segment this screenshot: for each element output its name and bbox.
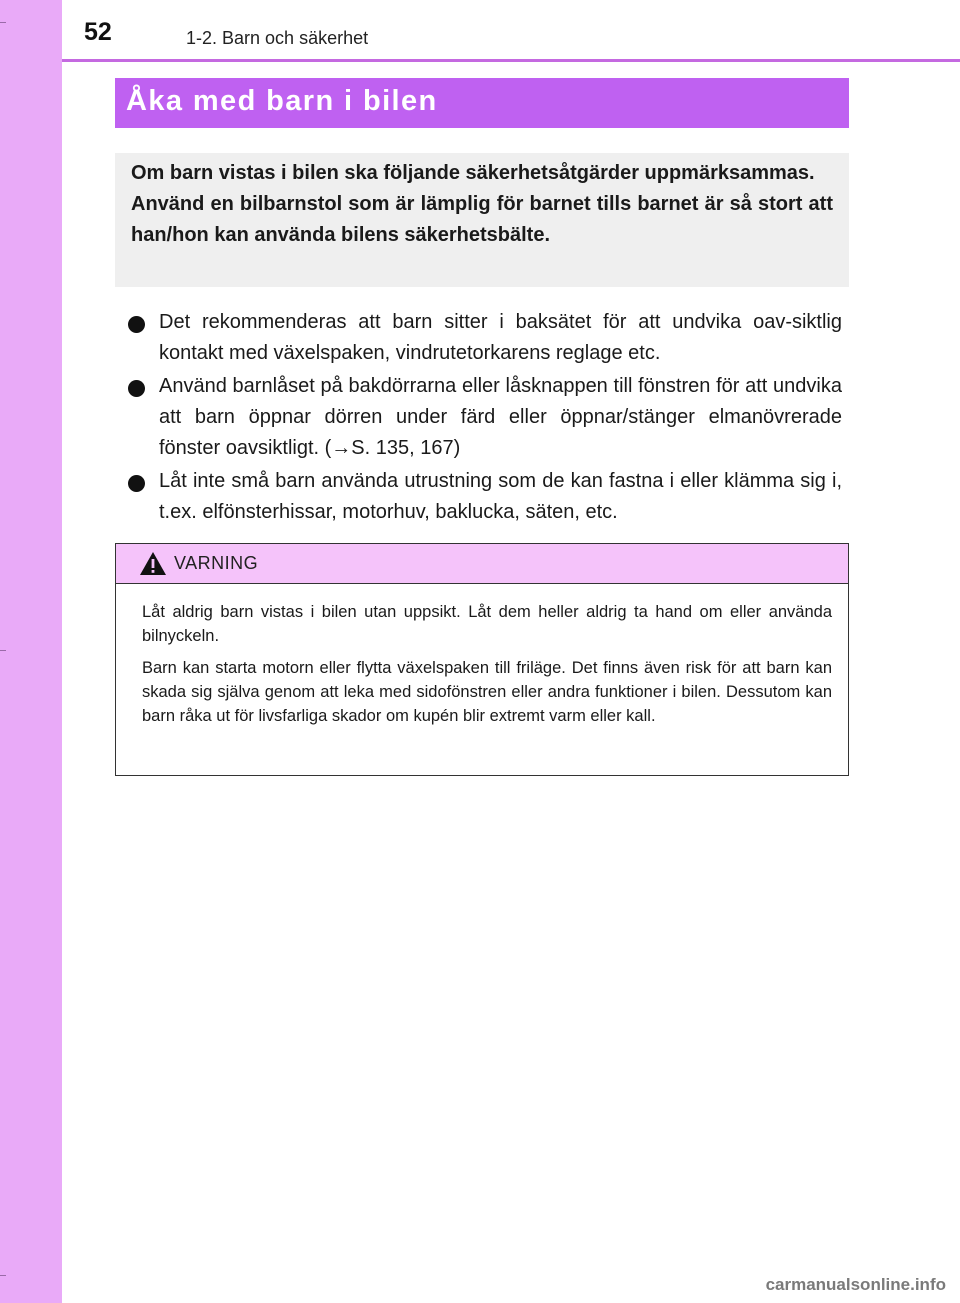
side-color-strip	[0, 0, 62, 1303]
list-item	[128, 371, 842, 464]
intro-paragraph: Använd en bilbarnstol som är lämplig för barnet tills barnet är så stort att han/hon kan använda bilens säkerhetsbälte.	[131, 193, 833, 246]
section-title: Åka med barn i bilen	[126, 85, 438, 117]
bullet-dot-icon	[128, 316, 145, 333]
bullet-dot-icon	[128, 475, 145, 492]
bullet-list	[128, 307, 842, 530]
watermark: carmanualsonline.info	[765, 1275, 946, 1294]
warning-paragraph: Barn kan starta motorn eller flytta växelspaken till friläge. Det finns även risk för att barn kan skada sig själva genom att leka med sidofönstren eller andra funktioner i bilen. Dessutom kan barn råka ut för livsfarliga skador om kupén blir extremt varm eller kall.	[142, 659, 832, 725]
crop-mark	[0, 1275, 6, 1276]
list-item	[128, 307, 842, 369]
intro-box	[115, 153, 849, 287]
warning-box	[115, 543, 849, 776]
warning-label: VARNING	[174, 553, 259, 573]
intro-paragraph: Om barn vistas i bilen ska följande säkerhetsåtgärder uppmärksammas.	[131, 162, 815, 184]
page-number: 52	[84, 18, 112, 46]
list-item-text: Det rekommenderas att barn sitter i baksätet för att undvika oav-siktlig kontakt med växelspaken, vindrutetorkarens reglage etc.	[159, 311, 842, 364]
list-item-text: Använd barnlåset på bakdörrarna eller låsknappen till fönstren för att undvika att barn öppnar dörren under färd eller öppnar/stänger elmanövrerade fönster oavsiktligt. (→S. 135, 167)	[159, 375, 842, 459]
warning-paragraph: Låt aldrig barn vistas i bilen utan uppsikt. Låt dem heller aldrig ta hand om eller använda bilnyckeln.	[142, 603, 832, 645]
warning-header	[116, 544, 848, 584]
crop-mark	[0, 650, 6, 651]
list-item	[128, 466, 842, 528]
warning-body	[116, 584, 848, 728]
section-title-bar	[115, 78, 849, 128]
list-item-text: Låt inte små barn använda utrustning som de kan fastna i eller klämma sig i, t.ex. elfönsterhissar, motorhuv, baklucka, säten, etc.	[159, 470, 842, 523]
header-rule	[62, 59, 960, 62]
running-head: 1-2. Barn och säkerhet	[186, 28, 369, 48]
bullet-dot-icon	[128, 380, 145, 397]
warning-triangle-icon	[139, 551, 167, 576]
crop-mark	[0, 22, 6, 23]
